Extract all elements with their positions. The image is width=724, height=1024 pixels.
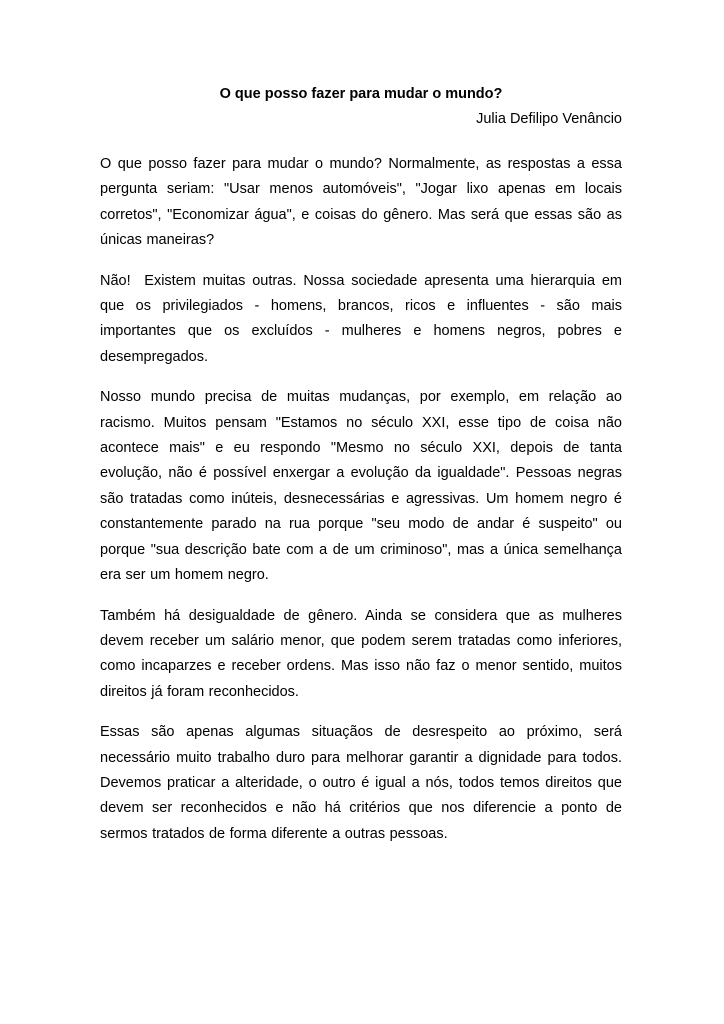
document-title: O que posso fazer para mudar o mundo? xyxy=(219,86,503,102)
paragraph-intro: O que posso fazer para mudar o mundo? Normalmente, as respostas a essa pergunta seriam: "Usar menos automóveis", "Jogar lixo apenas em locais corretos", "Economizar água", e coisas do gênero. Mas será que essas são as únicas maneiras? xyxy=(100,156,622,249)
document-author: Julia Defilipo Venâncio xyxy=(476,111,622,127)
paragraph-gender-inequality: Também há desigualdade de gênero. Ainda se considera que as mulheres devem receber um salário menor, que podem serem tratadas como inferiores, como incaparzes e receber ordens. Mas isso não faz o menor sentido, muitos direitos já foram reconhecidos. xyxy=(100,607,622,700)
paragraph-hierarchy: Não! Existem muitas outras. Nossa sociedade apresenta uma hierarquia em que os privilegiados - homens, brancos, ricos e influentes - são mais importantes que os excluídos - mulheres e homens negros, pobres e desempregados. xyxy=(100,272,622,365)
document-content xyxy=(100,82,622,862)
paragraph-conclusion: Essas são apenas algumas situaçãos de desrespeito ao próximo, será necessário muito trabalho duro para melhorar garantir a dignidade para todos. Devemos praticar a alteridade, o outro é igual a nós, todos temos direitos que devem ser reconhecidos e não há critérios que nos diferencie a ponto de sermos tratados de forma diferente a outras pessoas. xyxy=(100,724,622,842)
paragraph-racism: Nosso mundo precisa de muitas mudanças, por exemplo, em relação ao racismo. Muitos pensam "Estamos no século XXI, esse tipo de coisa não acontece mais" e eu respondo "Mesmo no século XXI, depois de tanta evolução, não é possível enxergar a evolução da igualdade". Pessoas negras são tratadas como inúteis, desnecessárias e agressivas. Um homem negro é constantemente parado na rua porque "seu modo de andar é suspeito" ou porque "sua descrição bate com a de um criminoso", mas a única semelhança era ser um homem negro. xyxy=(100,389,622,584)
